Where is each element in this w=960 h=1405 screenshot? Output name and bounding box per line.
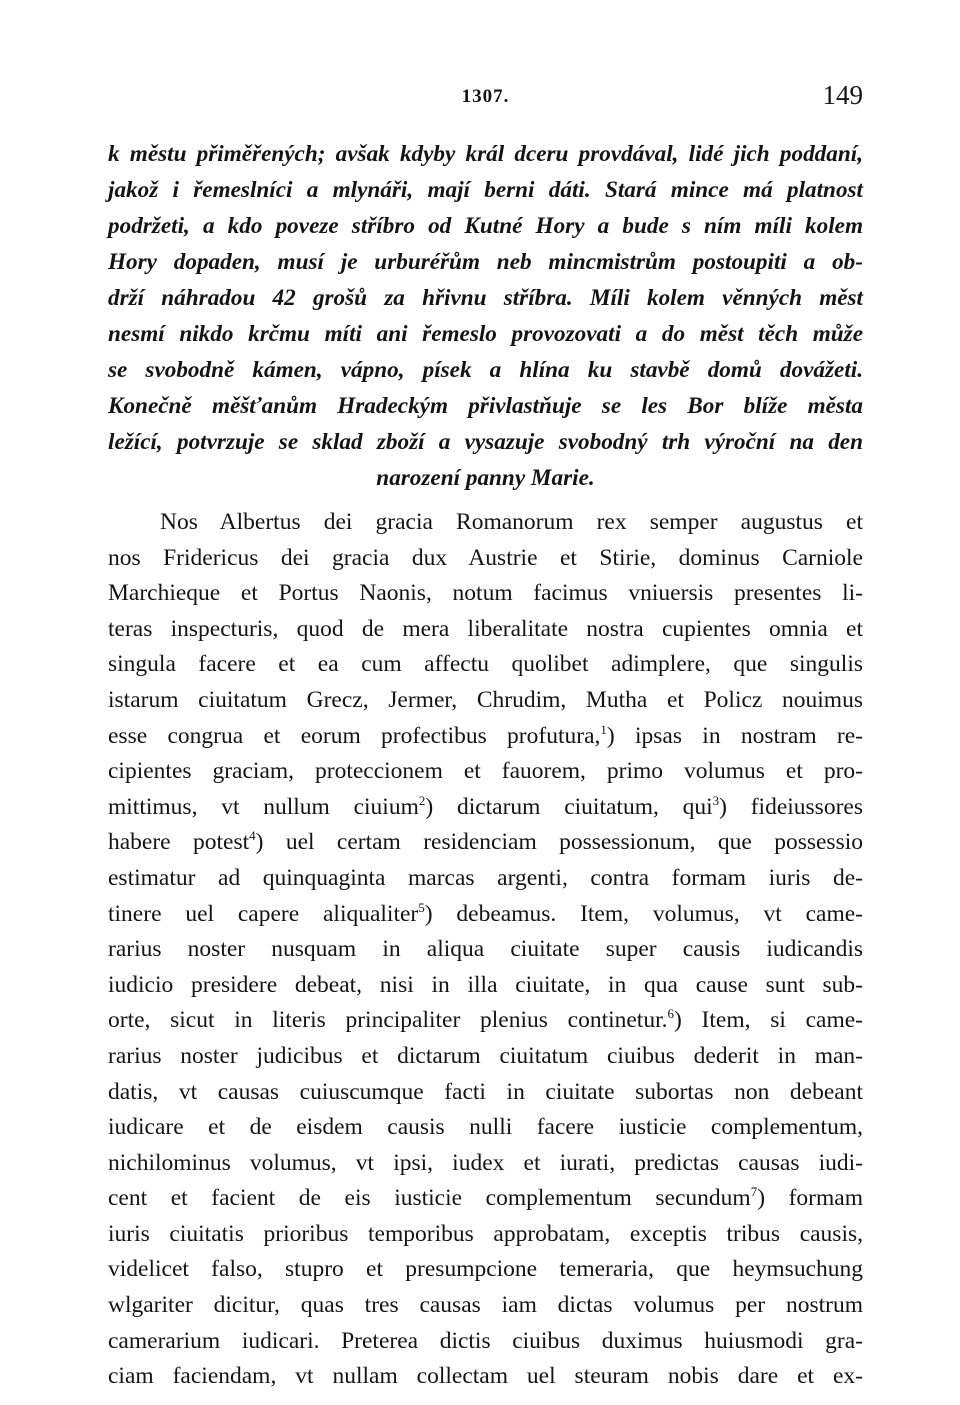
charter-line: estimatur ad quinquaginta marcas argenti, contra formam iuris de- [108,864,863,891]
czech-summary [108,136,863,496]
page-number: 149 [822,80,863,110]
summary-line: ležící, potvrzuje se sklad zboží a vysazuje svobodný trh výroční na den [108,429,863,455]
charter-line: iudicio presidere debeat, nisi in illa ciuitate, in qua cause sunt sub- [108,971,863,998]
charter-line [108,1003,863,1039]
charter-line: rarius noster nusquam in aliqua ciuitate super causis iudicandis [108,936,863,963]
line-text: ) formam [757,1185,863,1212]
summary-line: drží náhradou 42 grošů za hřivnu stříbra. Míli kolem věnných měst [108,285,863,311]
charter-line: Marchieque et Portus Naonis, notum facimus vniuersis presentes li- [108,580,863,607]
footnote-marker: 3 [712,792,720,808]
charter-line: videlicet falso, stupro et presumpcione temeraria, que heymsuchung [108,1256,863,1283]
charter-line: datis, vt causas cuiuscumque facti in ciuitate subortas non debeant [108,1078,863,1105]
line-text: ) debeamus. Item, volumus, vt came- [424,900,863,927]
charter-line [108,790,863,826]
line-text: ) dictarum ciuitatum, qui [425,793,713,820]
summary-line: narození panny Marie. [376,465,595,491]
charter-line: camerarium iudicari. Preterea dictis ciuibus duximus huiusmodi gra- [108,1327,863,1354]
header-year: 1307. [461,86,510,107]
latin-charter-text [108,505,863,1395]
charter-line: singula facere et ea cum affectu quolibet adimplere, que singulis [108,651,863,678]
line-text: ) uel certam residenciam possessionum, que possessio [255,829,863,856]
line-text: cent et facient de eis iusticie complementum secundum [108,1185,751,1212]
charter-line [108,719,863,755]
summary-line: Hory dopaden, musí je urburéřům neb mincmistrům postoupiti a ob- [108,249,863,275]
footnote-marker: 4 [249,828,256,844]
summary-line: Konečně měšťanům Hradeckým přivlastňuje se les Bor blíže města [108,393,863,419]
charter-line: teras inspecturis, quod de mera liberalitate nostra cupientes omnia et [108,615,863,642]
line-text: ) ipsas in nostram re- [606,722,863,749]
footnote-marker: 1 [600,721,607,737]
charter-line: ciam faciendam, vt nullam collectam uel steuram nobis dare et ex- [108,1363,863,1390]
charter-line: cipientes graciam, proteccionem et fauorem, primo volumus et pro- [108,758,863,785]
summary-line: nesmí nikdo krčmu míti ani řemeslo provozovati a do měst těch může [108,321,863,347]
summary-line: se svobodně kámen, vápno, písek a hlína ku stavbě domů dovážeti. [108,357,863,383]
line-text: orte, sicut in literis principaliter plenius continetur. [108,1007,668,1034]
running-head [108,80,863,114]
summary-line: podržeti, a kdo poveze stříbro od Kutné Hory a bude s ním míli kolem [108,213,863,239]
footnote-marker: 6 [667,1006,674,1022]
charter-line: nos Fridericus dei gracia dux Austrie et Stirie, dominus Carniole [108,544,863,571]
line-text: esse congrua et eorum profectibus profutura, [108,722,601,749]
charter-line [108,1181,863,1217]
footnote-marker: 7 [750,1184,758,1200]
line-text: ) fideiussores [719,793,863,820]
line-text: tinere uel capere aliqualiter [108,900,419,927]
charter-line [108,825,863,861]
charter-line: iudicare et de eisdem causis nulli facere iusticie complementum, [108,1114,863,1141]
charter-line: wlgariter dicitur, quas tres causas iam dictas volumus per nostrum [108,1292,863,1319]
footnote-marker: 5 [418,899,425,915]
summary-line: k městu přiměřených; avšak kdyby král dceru provdával, lidé jich poddaní, [108,141,863,167]
line-text: habere potest [108,829,250,856]
charter-line [108,897,863,933]
charter-line: Nos Albertus dei gracia Romanorum rex semper augustus et [160,509,863,535]
summary-line: jakož i řemeslníci a mlynáři, mají berni dáti. Stará mince má platnost [108,177,863,203]
charter-line: istarum ciuitatum Grecz, Jermer, Chrudim, Mutha et Policz nouimus [108,686,863,713]
charter-line: nichilominus volumus, vt ipsi, iudex et iurati, predictas causas iudi- [108,1149,863,1176]
line-text: mittimus, vt nullum ciuium [108,793,419,820]
line-text: ) Item, si came- [674,1007,863,1034]
charter-line: iuris ciuitatis prioribus temporibus approbatam, exceptis tribus causis, [108,1220,863,1247]
footnote-marker: 2 [418,792,426,808]
charter-line: rarius noster judicibus et dictarum ciuitatum ciuibus dederit in man- [108,1042,863,1069]
